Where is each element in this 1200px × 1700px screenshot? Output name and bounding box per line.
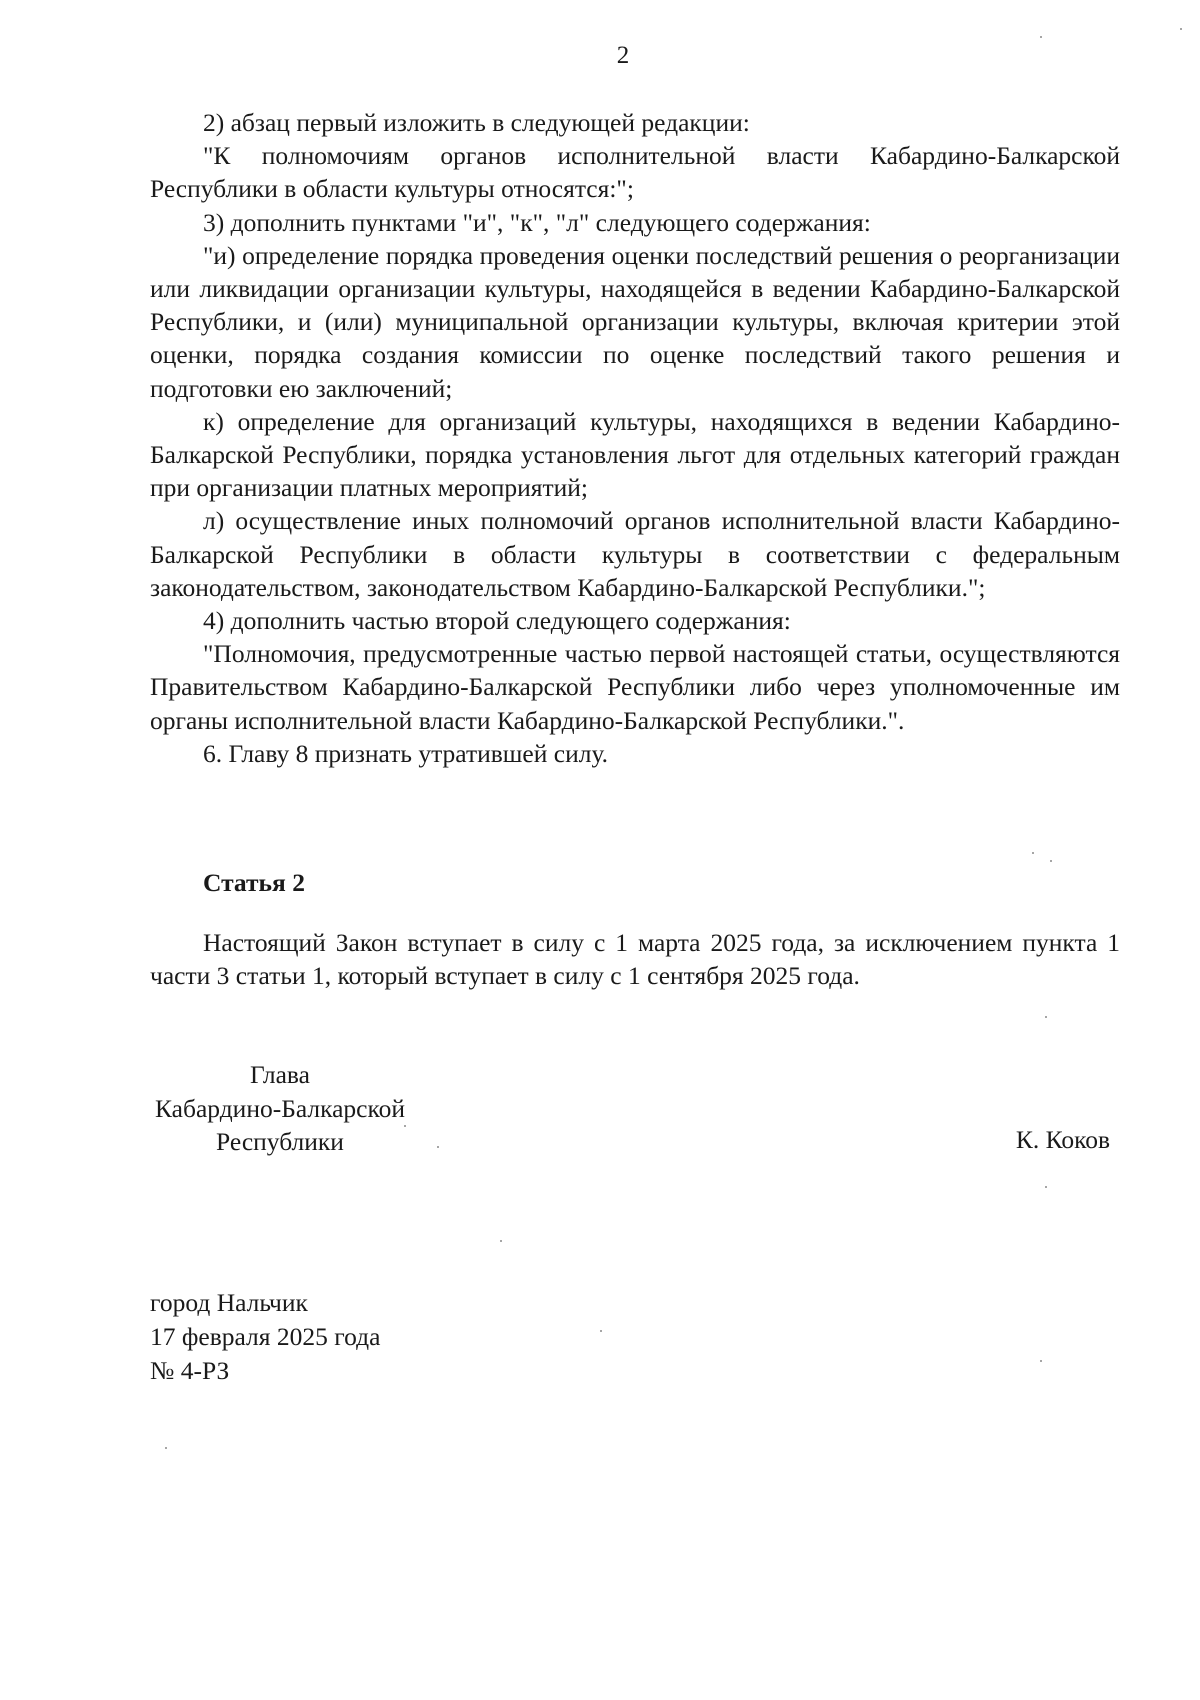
paragraph: л) осуществление иных полномочий органов исполнительной власти Кабардино-Балкарской Республики в области культуры в соответствии с федеральным законодательством, законодательством Кабардино-Балкарской Республики."; [150,506,1120,602]
signature-title-line: Республики [216,1127,344,1156]
scan-speck [1045,1186,1047,1188]
scan-speck [1050,860,1052,862]
paragraph: "К полномочиям органов исполнительной власти Кабардино-Балкарской Республики в области культуры относятся:"; [150,141,1120,204]
article-text: Настоящий Закон вступает в силу с 1 марта 2025 года, за исключением пункта 1 части 3 статьи 1, который вступает в силу с 1 сентября 2025 года. [150,928,1120,991]
paragraph: "Полномочия, предусмотренные частью первой настоящей статьи, осуществляются Правительством Кабардино-Балкарской Республики либо через уполномоченные им органы исполнительной власти Кабардино-Балкарской Республики.". [150,639,1120,735]
article-heading: Статья 2 [203,868,305,897]
amendments-text [150,106,1120,770]
scan-speck [1040,36,1042,38]
paragraph: к) определение для организаций культуры, находящихся в ведении Кабардино-Балкарской Республики, порядка установления льгот для отдельных категорий граждан при организации платных мероприятий; [150,406,1120,503]
place-date-block [150,1286,380,1388]
city: город Нальчик [150,1288,308,1317]
scan-speck [600,1330,602,1332]
scan-speck [437,1146,439,1148]
signature-title-line: Кабардино-Балкарской [155,1093,405,1123]
scan-speck [404,1125,406,1127]
paragraph: 2) абзац первый изложить в следующей редакции: [203,108,750,137]
date: 17 февраля 2025 года [150,1322,381,1351]
signature-title-line: Глава [250,1060,310,1089]
paragraph: 3) дополнить пунктами "и", "к", "л" следующего содержания: [203,207,871,237]
scan-speck [1040,1360,1042,1362]
scan-speck [500,1240,502,1242]
scan-speck [1180,28,1182,30]
paragraph: "и) определение порядка проведения оценки последствий решения о реорганизации или ликвидации организации культуры, находящейся в ведении Кабардино-Балкарской Республики, и (или) муниципальной организации культуры, включая критерии этой оценки, порядка создания комиссии по оценке последствий такого решения и подготовки ею заключений; [150,240,1120,403]
page-number: 2 [616,42,630,69]
signatory-name: К. Коков [1015,1125,1110,1154]
law-number: № 4-РЗ [150,1356,230,1385]
signature-title [130,1058,430,1159]
paragraph: 4) дополнить частью второй следующего содержания: [203,606,791,636]
paragraph: 6. Главу 8 признать утратившей силу. [203,738,609,768]
scan-speck [165,1447,167,1449]
scan-speck [1032,852,1034,854]
scan-speck [1045,1016,1047,1018]
